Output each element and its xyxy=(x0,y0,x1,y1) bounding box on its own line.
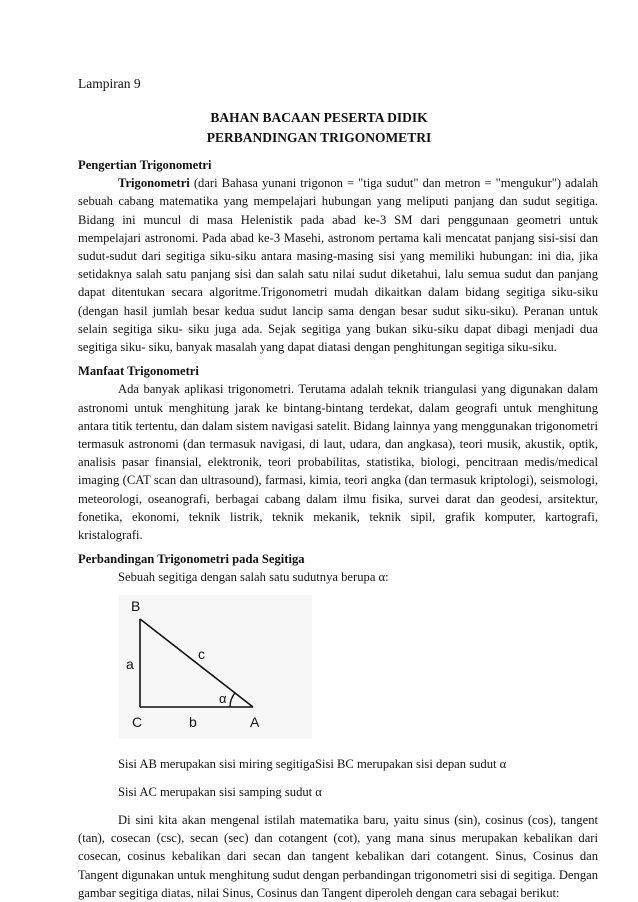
side-c-label: c xyxy=(198,645,205,662)
angle-alpha-arc xyxy=(230,693,235,707)
paragraph-pengertian xyxy=(78,174,598,356)
triangle-figure xyxy=(118,595,312,739)
page-title-line-1: BAHAN BACAAN PESERTA DIDIK xyxy=(210,110,428,125)
angle-alpha-label: α xyxy=(219,690,227,706)
appendix-label: Lampiran 9 xyxy=(78,76,141,91)
side-description-2: Sisi AC merupakan sisi samping sudut α xyxy=(118,784,322,799)
bold-term: Trigonometri xyxy=(118,176,190,191)
side-c-line xyxy=(140,619,253,707)
paragraph-pengertian-text: (dari Bahasa yunani trigonon = "tiga sudut" dan metron = "mengukur") adalah sebuah cabang matematika yang mempelajari hubungan yang meliputi panjang dan sudut segitiga. Bidang ini muncul di masa Helenistik pada abad ke-3 SM dari penggunaan geometri untuk mempelajari astronomi. Pada abad ke-3 Masehi, astronom pertama kali mencatat panjang sisi-sisi dan sudut-sudut dari segitiga siku-siku antara masing-masing sisi yang memiliki hubungan: ini dia, jika setidaknya salah satu panjang sisi dan salah satu nilai sudut diketahui, lalu semua sudut dan panjang dapat ditentukan secara algoritme.Trigonometri mudah dikaitkan dalam bidang segitiga siku-siku (dengan hasil jumlah besar kedua sudut lancip sama dengan besar sudut siku-siku). Peranan untuk selain segitiga siku- siku juga ada. Sejak segitiga yang bukan siku-siku dapat dibagi menjadi dua segitiga siku- siku, banyak masalah yang dapat diatasi dengan penghitungan segitiga siku-siku. xyxy=(78,176,598,355)
vertex-b-label: B xyxy=(131,597,141,614)
paragraph-perbandingan: Di sini kita akan mengenal istilah matematika baru, yaitu sinus (sin), cosinus (cos), tangent (tan), cosecan (csc), secan (sec) dan cotangent (cot), yang mana sinus merupakan kebalikan dari cosecan, cosinus kebalikan dari secan dan tangent kebalikan dari cotangent. Sinus, Cosinus dan Tangent digunakan untuk menghitung sudut dengan perbandingan trigonometri sisi di segitiga. Dengan gambar segitiga diatas, nilai Sinus, Cosinus dan Tangent diperoleh dengan cara sebagai berikut: xyxy=(78,813,598,900)
side-b-label: b xyxy=(189,713,197,730)
vertex-a-label: A xyxy=(250,713,260,730)
section-heading-pengertian: Pengertian Trigonometri xyxy=(78,158,212,172)
vertex-c-label: C xyxy=(132,713,143,730)
side-description-1: Sisi AB merupakan sisi miring segitigaSisi BC merupakan sisi depan sudut α xyxy=(118,756,507,771)
section-heading-manfaat: Manfaat Trigonometri xyxy=(78,364,199,379)
document-body xyxy=(78,156,598,902)
section-heading-perbandingan: Perbandingan Trigonometri pada Segitiga xyxy=(78,552,305,567)
paragraph-manfaat: Ada banyak aplikasi trigonometri. Terutama adalah teknik triangulasi yang digunakan dalam astronomi untuk menghitung jarak ke bintang-bintang terdekat, dalam geografi untuk menghitung antara titik tertentu, dan dalam sistem navigasi satelit. Bidang lainnya yang menggunakan trigonometri termasuk astronomi (dan termasuk navigasi, di laut, udara, dan angkasa), teori musik, akustik, optik, analisis pasar finansial, elektronik, teori probabilitas, statistika, biologi, pencitraan medis/medical imaging (CAT scan dan ultrasound), farmasi, kimia, teori angka (dan termasuk kriptologi), seismologi, meteorologi, oseanografi, berbagai cabang dalam ilmu fisika, survei darat dan geodesi, arsitektur, fonetika, ekonomi, teknik listrik, teknik mekanik, teknik sipil, grafik komputer, kartografi, kristalografi. xyxy=(78,382,598,543)
triangle-intro: Sebuah segitiga dengan salah satu sudutnya berupa α: xyxy=(118,570,389,585)
triangle-diagram xyxy=(118,595,312,739)
side-a-label: a xyxy=(126,655,134,672)
page-title-line-2: PERBANDINGAN TRIGONOMETRI xyxy=(206,130,432,145)
